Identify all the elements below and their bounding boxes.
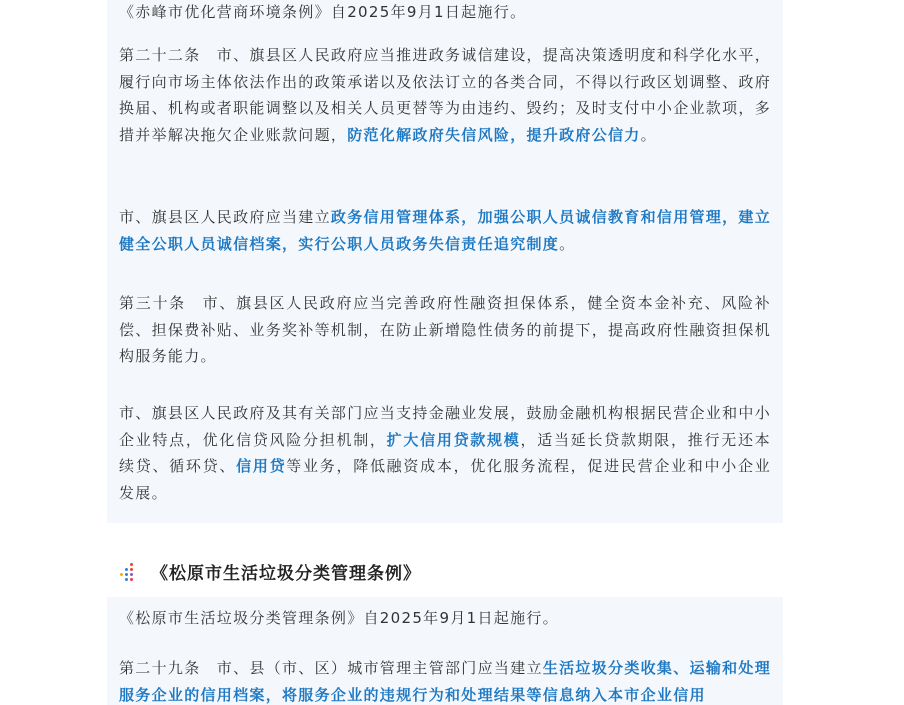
article-22-text: 第二十二条 市、旗县区人民政府应当推进政务诚信建设，提高决策透明度和科学化水平，履行向市场主体依法作出的政策承诺以及依法订立的各类合同，不得以行政区划调整、政府换届、机构或者职能调整以及相关人员更替等为由违约、毁约；及时支付中小企业款项，多措并举解决拖欠企业账款问题，	[119, 46, 772, 144]
article-card-chifeng	[107, 0, 783, 523]
article-22-end: 。	[640, 125, 657, 144]
article-22-paragraph	[119, 42, 771, 148]
highlight-credit-loan-scale: 扩大信用贷款规模	[386, 430, 521, 449]
finance-text-2: ，适当延长贷款期限，推行无还本续贷、循环贷、	[119, 430, 771, 475]
credit-system-paragraph	[119, 204, 771, 257]
effective-date-paragraph: 《赤峰市优化营商环境条例》自2025年9月1日起施行。	[119, 3, 527, 21]
highlight-credit-risk: 防范化解政府失信风险，提升政府公信力	[347, 125, 641, 144]
article-30-paragraph: 第三十条 市、旗县区人民政府应当完善政府性融资担保体系，健全资本金补充、风险补偿、担保费补贴、业务奖补等机制，在防止新增隐性债务的前提下，提高政府性融资担保机构服务能力。	[119, 294, 772, 365]
highlight-credit-file: 生活垃圾分类收集、运输和处理服务企业的信用档案，将服务企业的违规行为和处理结果等信息纳入本市企业信用	[119, 659, 772, 704]
section-title: 《松原市生活垃圾分类管理条例》	[151, 563, 421, 584]
highlight-credit-loan: 信用贷	[236, 457, 287, 475]
finance-text-1: 市、旗县区人民政府及其有关部门应当支持金融业发展，鼓励金融机构根据民营企业和中小企业特点，优化信贷风险分担机制，	[119, 404, 772, 449]
section-heading-songyuan	[117, 558, 421, 584]
article-card-songyuan	[107, 597, 783, 705]
credit-system-text: 市、旗县区人民政府应当建立	[119, 208, 331, 226]
article-29-paragraph	[119, 655, 771, 705]
finance-text-3: 等业务，降低融资成本，优化服务流程，促进民营企业和中小企业发展。	[119, 457, 771, 502]
finance-support-paragraph	[119, 400, 771, 506]
article-29-text: 第二十九条 市、县（市、区）城市管理主管部门应当建立	[119, 659, 543, 677]
songyuan-effective-date: 《松原市生活垃圾分类管理条例》自2025年9月1日起施行。	[119, 609, 559, 627]
credit-system-end: 。	[559, 234, 576, 253]
highlight-credit-system: 政务信用管理体系，加强公职人员诚信教育和信用管理，建立健全公职人员诚信档案，实行公职人员政务失信责任追究制度	[119, 208, 772, 253]
dots-icon	[117, 562, 135, 580]
